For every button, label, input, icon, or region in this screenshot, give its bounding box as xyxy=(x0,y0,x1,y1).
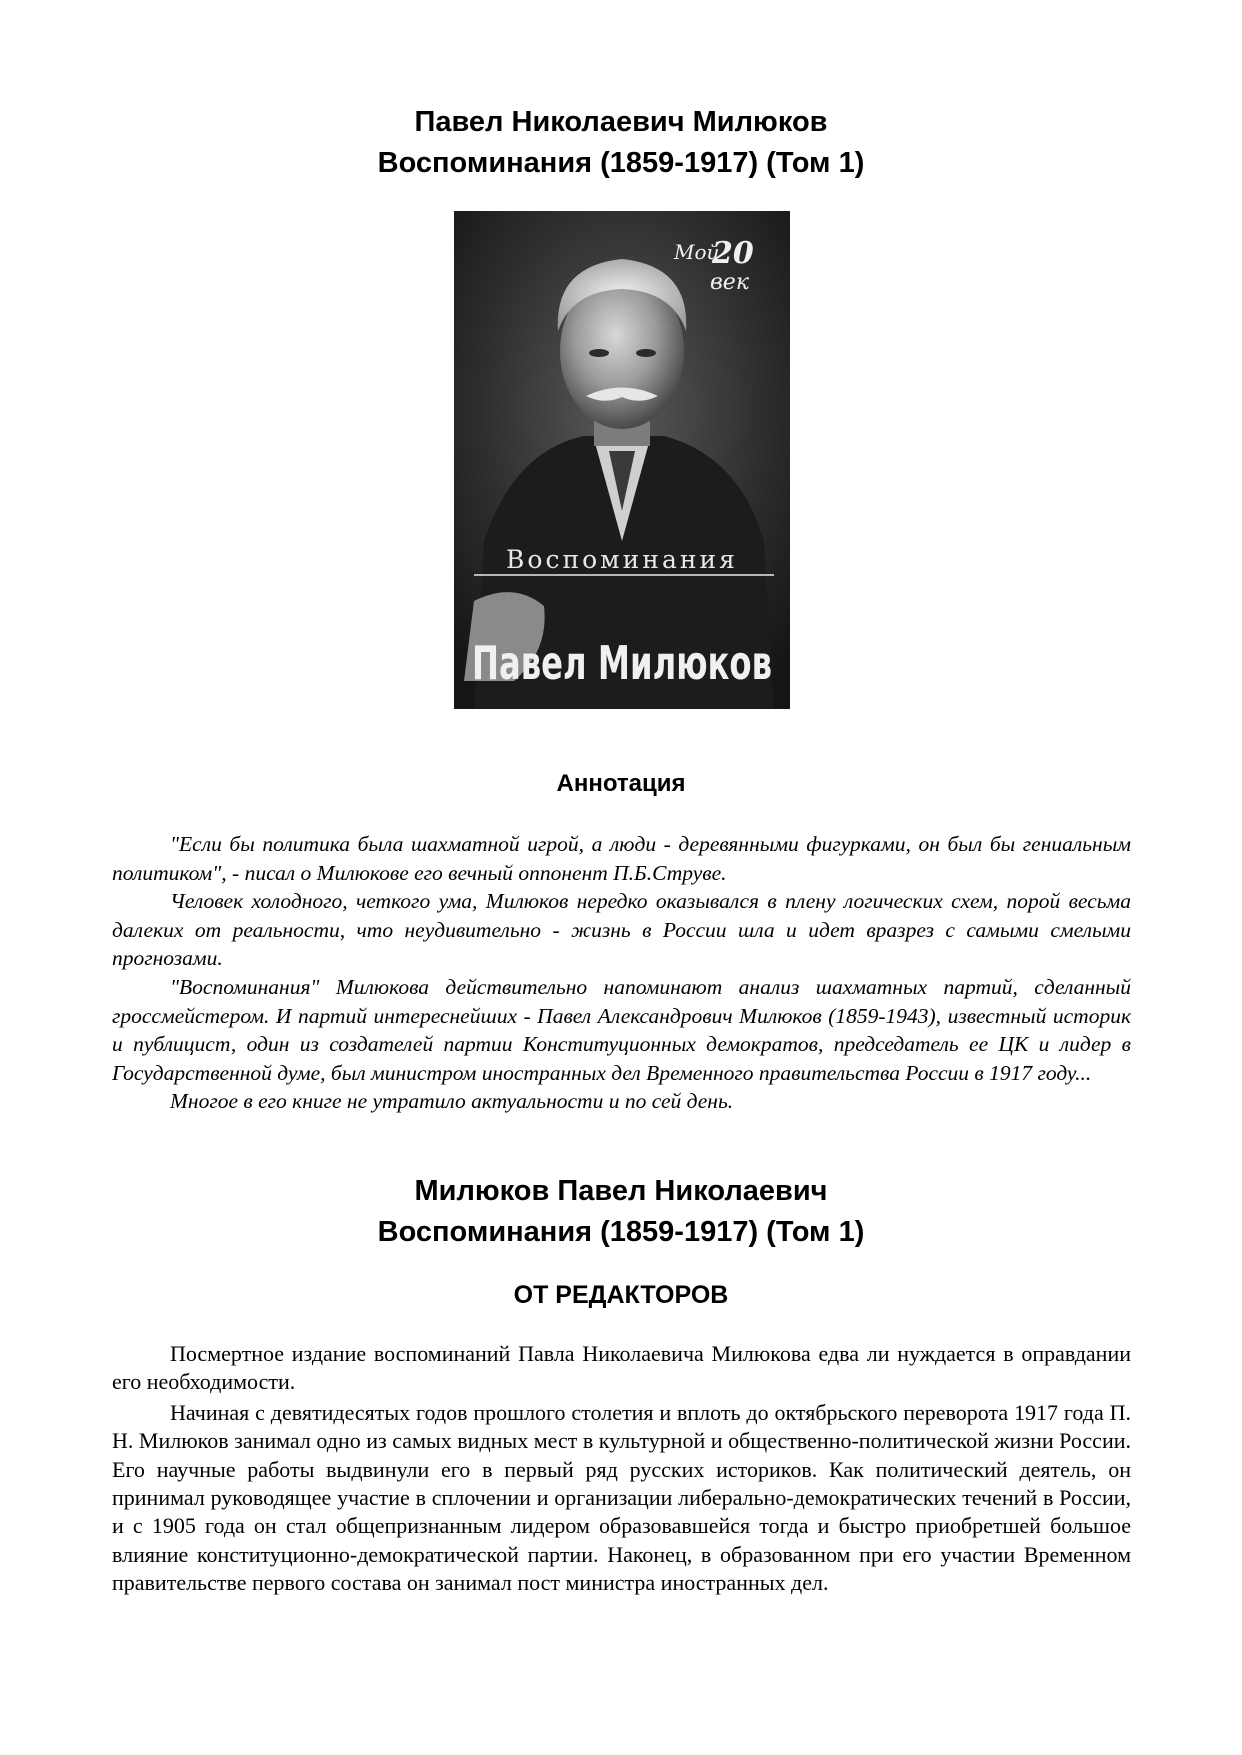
series-logo-top: Мой xyxy=(674,240,720,264)
series-logo-bottom: век xyxy=(710,270,749,295)
annotation-paragraph: Человек холодного, четкого ума, Милюков нередко оказывался в плену логических схем, порой весьма далеких от реальности, что неудивительно - жизнь в России шла и идет вразрез с самыми смелыми прогнозами. xyxy=(112,889,1131,971)
annotation-paragraph: Многое в его книге не утратило актуальности и по сей день. xyxy=(170,1089,734,1114)
annotation-text xyxy=(112,830,1131,1116)
editors-text xyxy=(112,1340,1131,1600)
second-title-author: Милюков Павел Николаевич xyxy=(414,1175,828,1207)
cover-title: Воспоминания xyxy=(506,545,738,574)
annotation-paragraph: "Если бы политика была шахматной игрой, а люди - деревянными фигурками, он был бы гениальным политиком", - писал о Милюкове его вечный оппонент П.Б.Струве. xyxy=(112,832,1131,885)
body-paragraph: Начиная с девятидесятых годов прошлого столетия и вплоть до октябрьского переворота 1917 года П. Н. Милюков занимал одно из самых видных мест в культурной и общественно-политической жизни России. Его научные работы выдвинули его в первый ряд русских историков. Как политический деятель, он принимал руководящее участие в сплочении и организации либерально-демократических течений в России, и с 1905 года он стал общепризнанным лидером образовавшейся тогда и быстро приобретшей большое влияние конституционно-демократической партии. Наконец, в образованном при его участии Временном правительстве первого состава он занимал пост министра иностранных дел. xyxy=(112,1399,1131,1596)
editors-heading: ОТ РЕДАКТОРОВ xyxy=(513,1281,729,1309)
annotation-heading: Аннотация xyxy=(556,770,686,797)
annotation-paragraph: "Воспоминания" Милюкова действительно напоминают анализ шахматных партий, сделанный гроссмейстером. И партий интереснейших - Павел Александрович Милюков (1859-1943), известный историк и публицист, один из создателей партии Конституционных демократов, председатель ее ЦК и лидер в Государственной думе, был министром иностранных дел Временного правительства России в 1917 году... xyxy=(112,974,1131,1085)
book-cover-image xyxy=(454,211,790,709)
second-book-title xyxy=(0,1171,1242,1253)
book-title xyxy=(0,102,1242,184)
book-title-volume: Воспоминания (1859-1917) (Том 1) xyxy=(377,147,865,179)
cover-author: Павел Милюков xyxy=(472,636,772,690)
series-logo-number: 20 xyxy=(712,236,754,271)
book-title-author: Павел Николаевич Милюков xyxy=(414,106,828,138)
second-title-volume: Воспоминания (1859-1917) (Том 1) xyxy=(377,1216,865,1248)
body-paragraph: Посмертное издание воспоминаний Павла Николаевича Милюкова едва ли нуждается в оправдании его необходимости. xyxy=(112,1341,1131,1395)
